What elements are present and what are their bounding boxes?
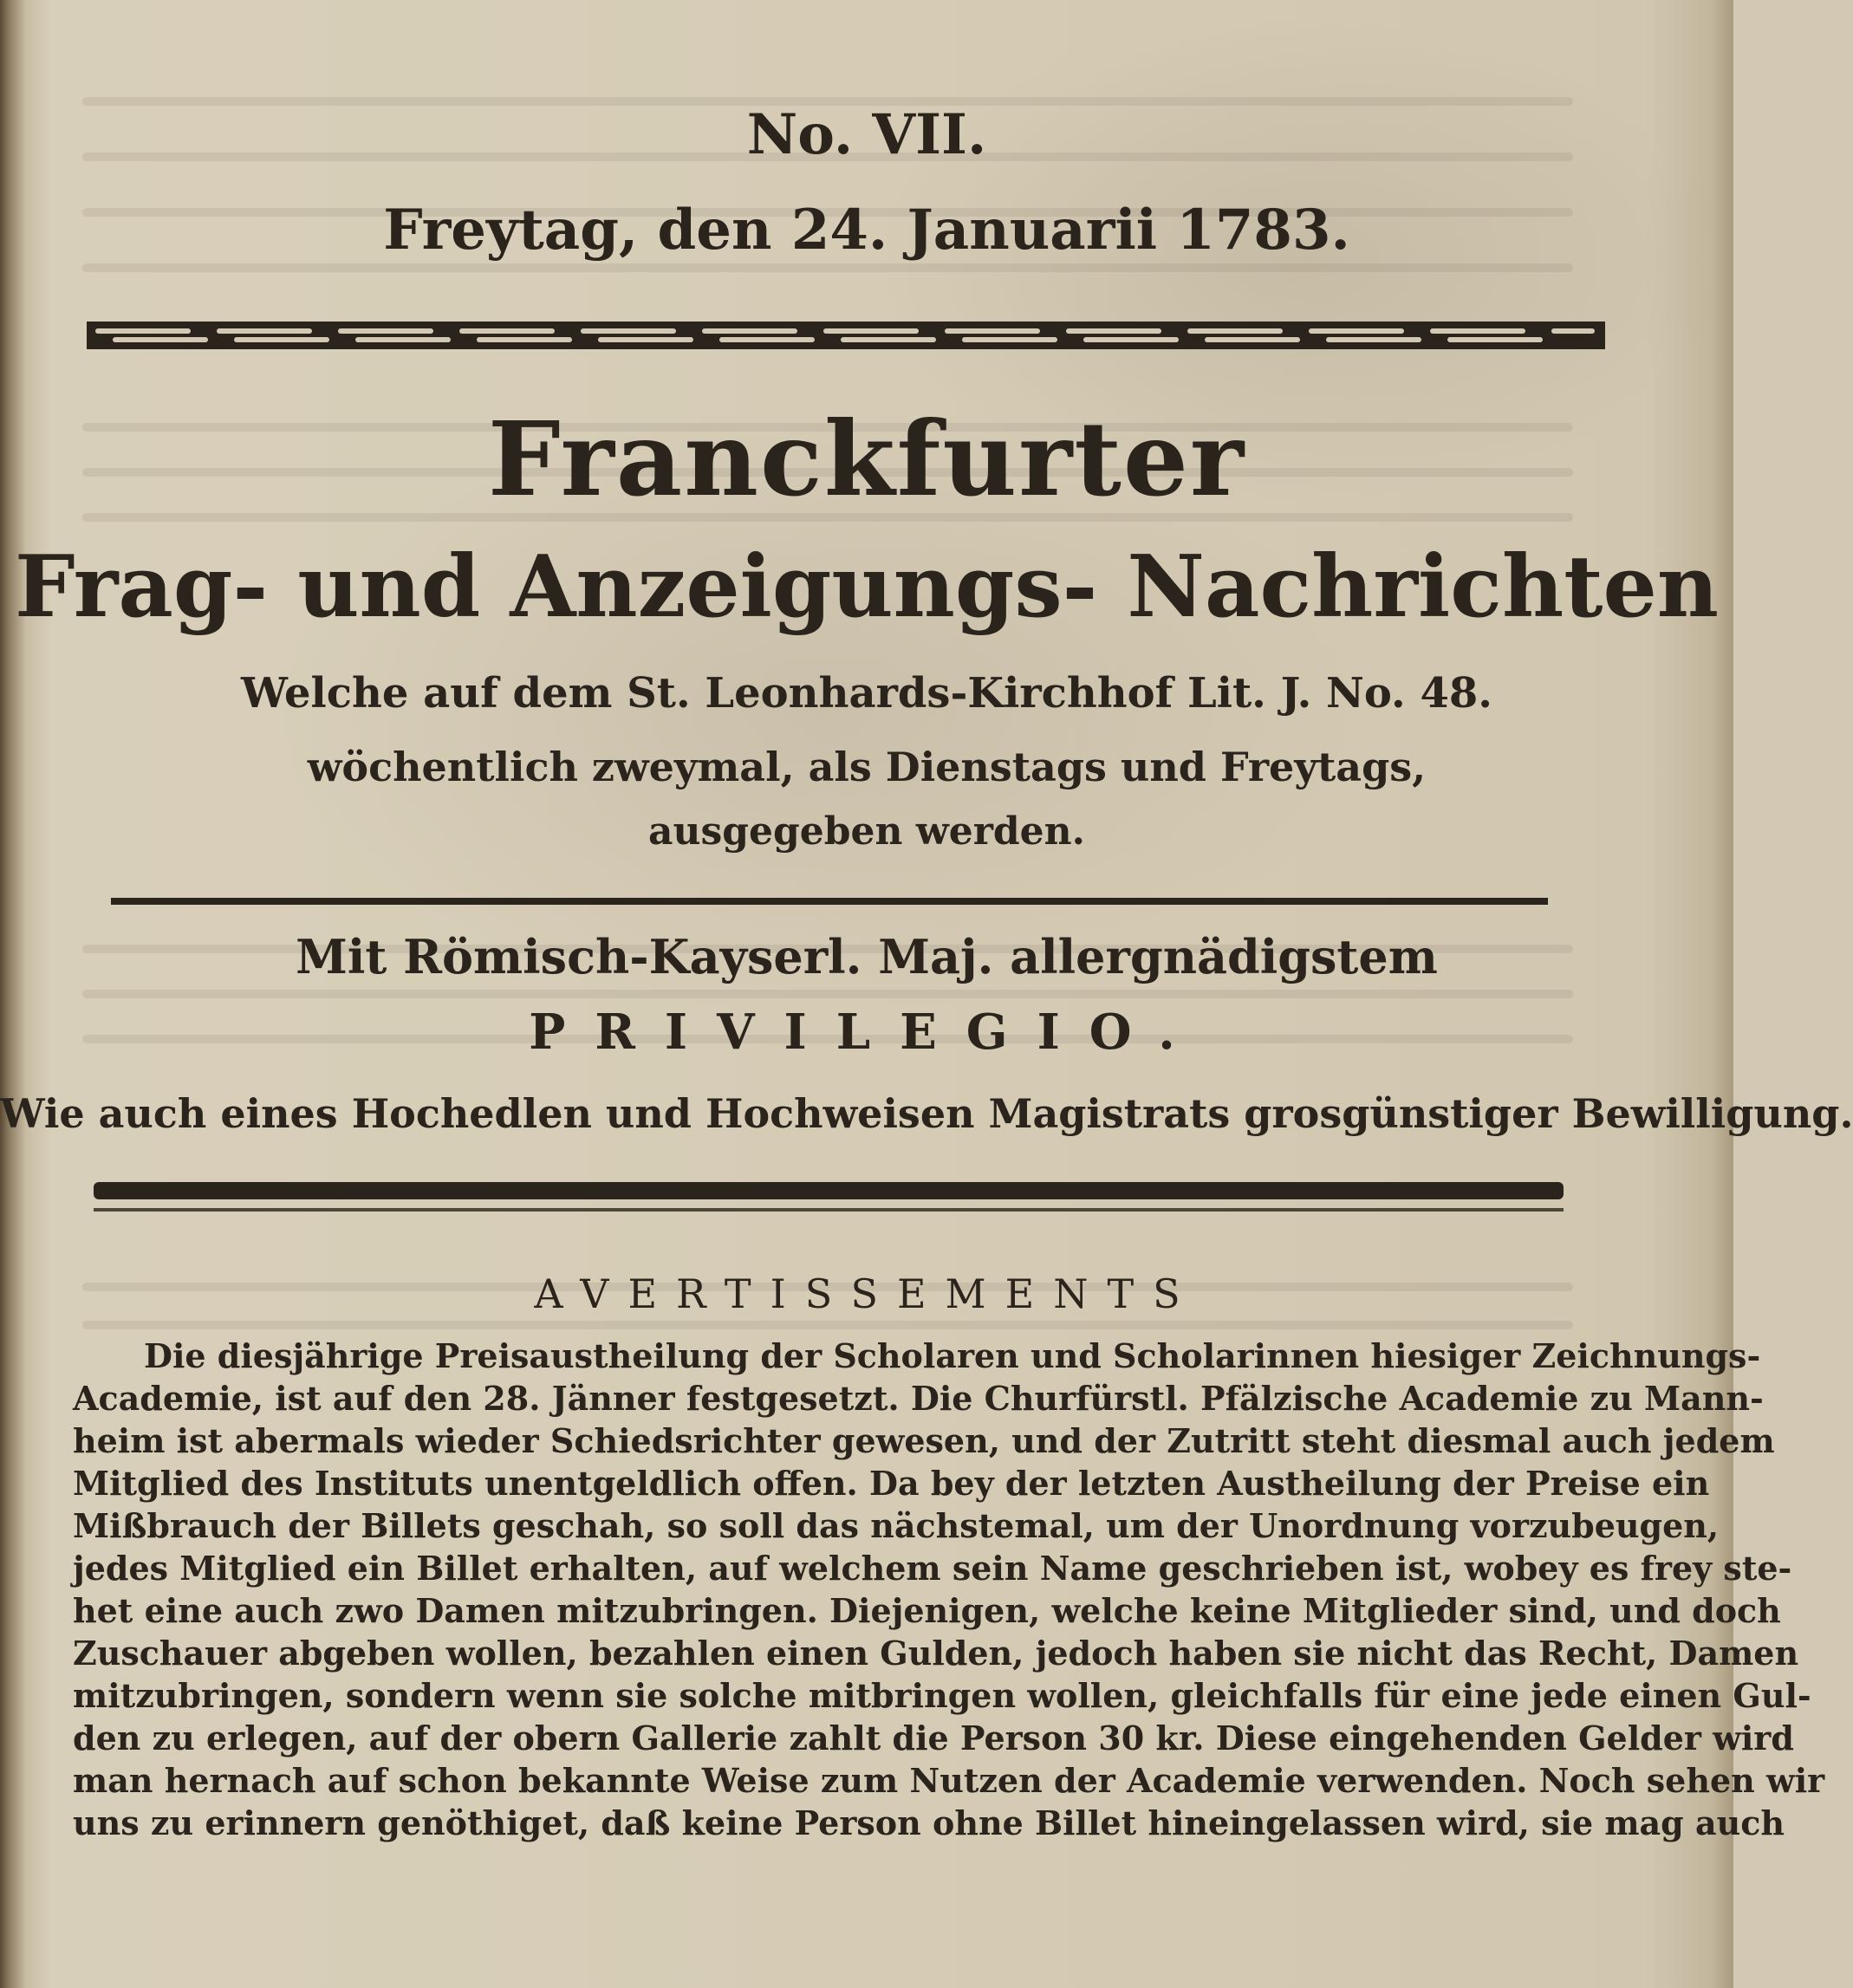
bleed-through-line <box>82 1321 1573 1329</box>
privilege-word: PRIVILEGIO. <box>529 1004 1205 1061</box>
thick-divider-rule <box>94 1182 1564 1199</box>
publication-issued: ausgegeben werden. <box>648 809 1085 854</box>
article-line: den zu erlegen, auf der obern Gallerie zahlt die Person 30 kr. Diese eingehenden Gelder wird <box>73 1718 1794 1757</box>
article-line: Die diesjährige Preisaustheilung der Scholaren und Scholarinnen hiesiger Zeichnungs- <box>144 1336 1761 1375</box>
bleed-through-line <box>82 263 1573 272</box>
masthead-subtitle: Frag- und Anzeigungs- Nachrichten <box>14 537 1720 637</box>
article-line: Mitglied des Instituts unentgeldlich offen. Da bey der letzten Austheilung der Preise ein <box>73 1464 1710 1503</box>
divider-rule <box>111 898 1548 905</box>
approval-line: Wie auch eines Hochedlen und Hochweisen Magistrats grosgünstiger Bewilligung. <box>0 1090 1853 1137</box>
article-line: Mißbrauch der Billets geschah, so soll das nächstemal, um der Unordnung vorzubeugen, <box>73 1506 1720 1545</box>
article-body <box>73 1335 1825 1844</box>
ornamental-border <box>87 318 1605 353</box>
publication-address: Welche auf dem St. Leonhards-Kirchhof Lit. J. No. 48. <box>241 669 1492 718</box>
article-line: het eine auch zwo Damen mitzubringen. Diejenigen, welche keine Mitglieder sind, und doch <box>73 1591 1781 1630</box>
article-line: jedes Mitglied ein Billet erhalten, auf welchem sein Name geschrieben ist, wobey es frey ste- <box>73 1549 1792 1588</box>
masthead-title: Franckfurter <box>487 399 1246 519</box>
privilege-line: Mit Römisch-Kayserl. Maj. allergnädigstem <box>296 929 1438 984</box>
issue-number: No. VII. <box>746 102 987 167</box>
article-line: heim ist abermals wieder Schiedsrichter gewesen, und der Zutritt steht diesmal auch jedem <box>73 1421 1775 1460</box>
issue-date: Freytag, den 24. Januarii 1783. <box>383 198 1350 263</box>
article-line: uns zu erinnern genöthiget, daß keine Person ohne Billet hineingelassen wird, sie mag auch <box>73 1803 1785 1842</box>
bleed-through-line <box>82 990 1573 998</box>
article-line: Zuschauer abgeben wollen, bezahlen einen Gulden, jedoch haben sie nicht das Recht, Damen <box>73 1634 1799 1673</box>
article-line: mitzubringen, sondern wenn sie solche mitbringen wollen, gleichfalls für eine jede einen Gul- <box>73 1676 1811 1715</box>
publication-frequency: wöchentlich zweymal, als Dienstags und Freytags, <box>307 744 1427 790</box>
article-line: Academie, ist auf den 28. Jänner festgesetzt. Die Churfürstl. Pfälzische Academie zu Mann- <box>73 1379 1764 1418</box>
article-line: man hernach auf schon bekannte Weise zum Nutzen der Academie verwenden. Noch sehen wir <box>73 1761 1825 1800</box>
divider-rule <box>94 1208 1564 1212</box>
section-heading: AVERTISSEMENTS <box>534 1270 1200 1317</box>
